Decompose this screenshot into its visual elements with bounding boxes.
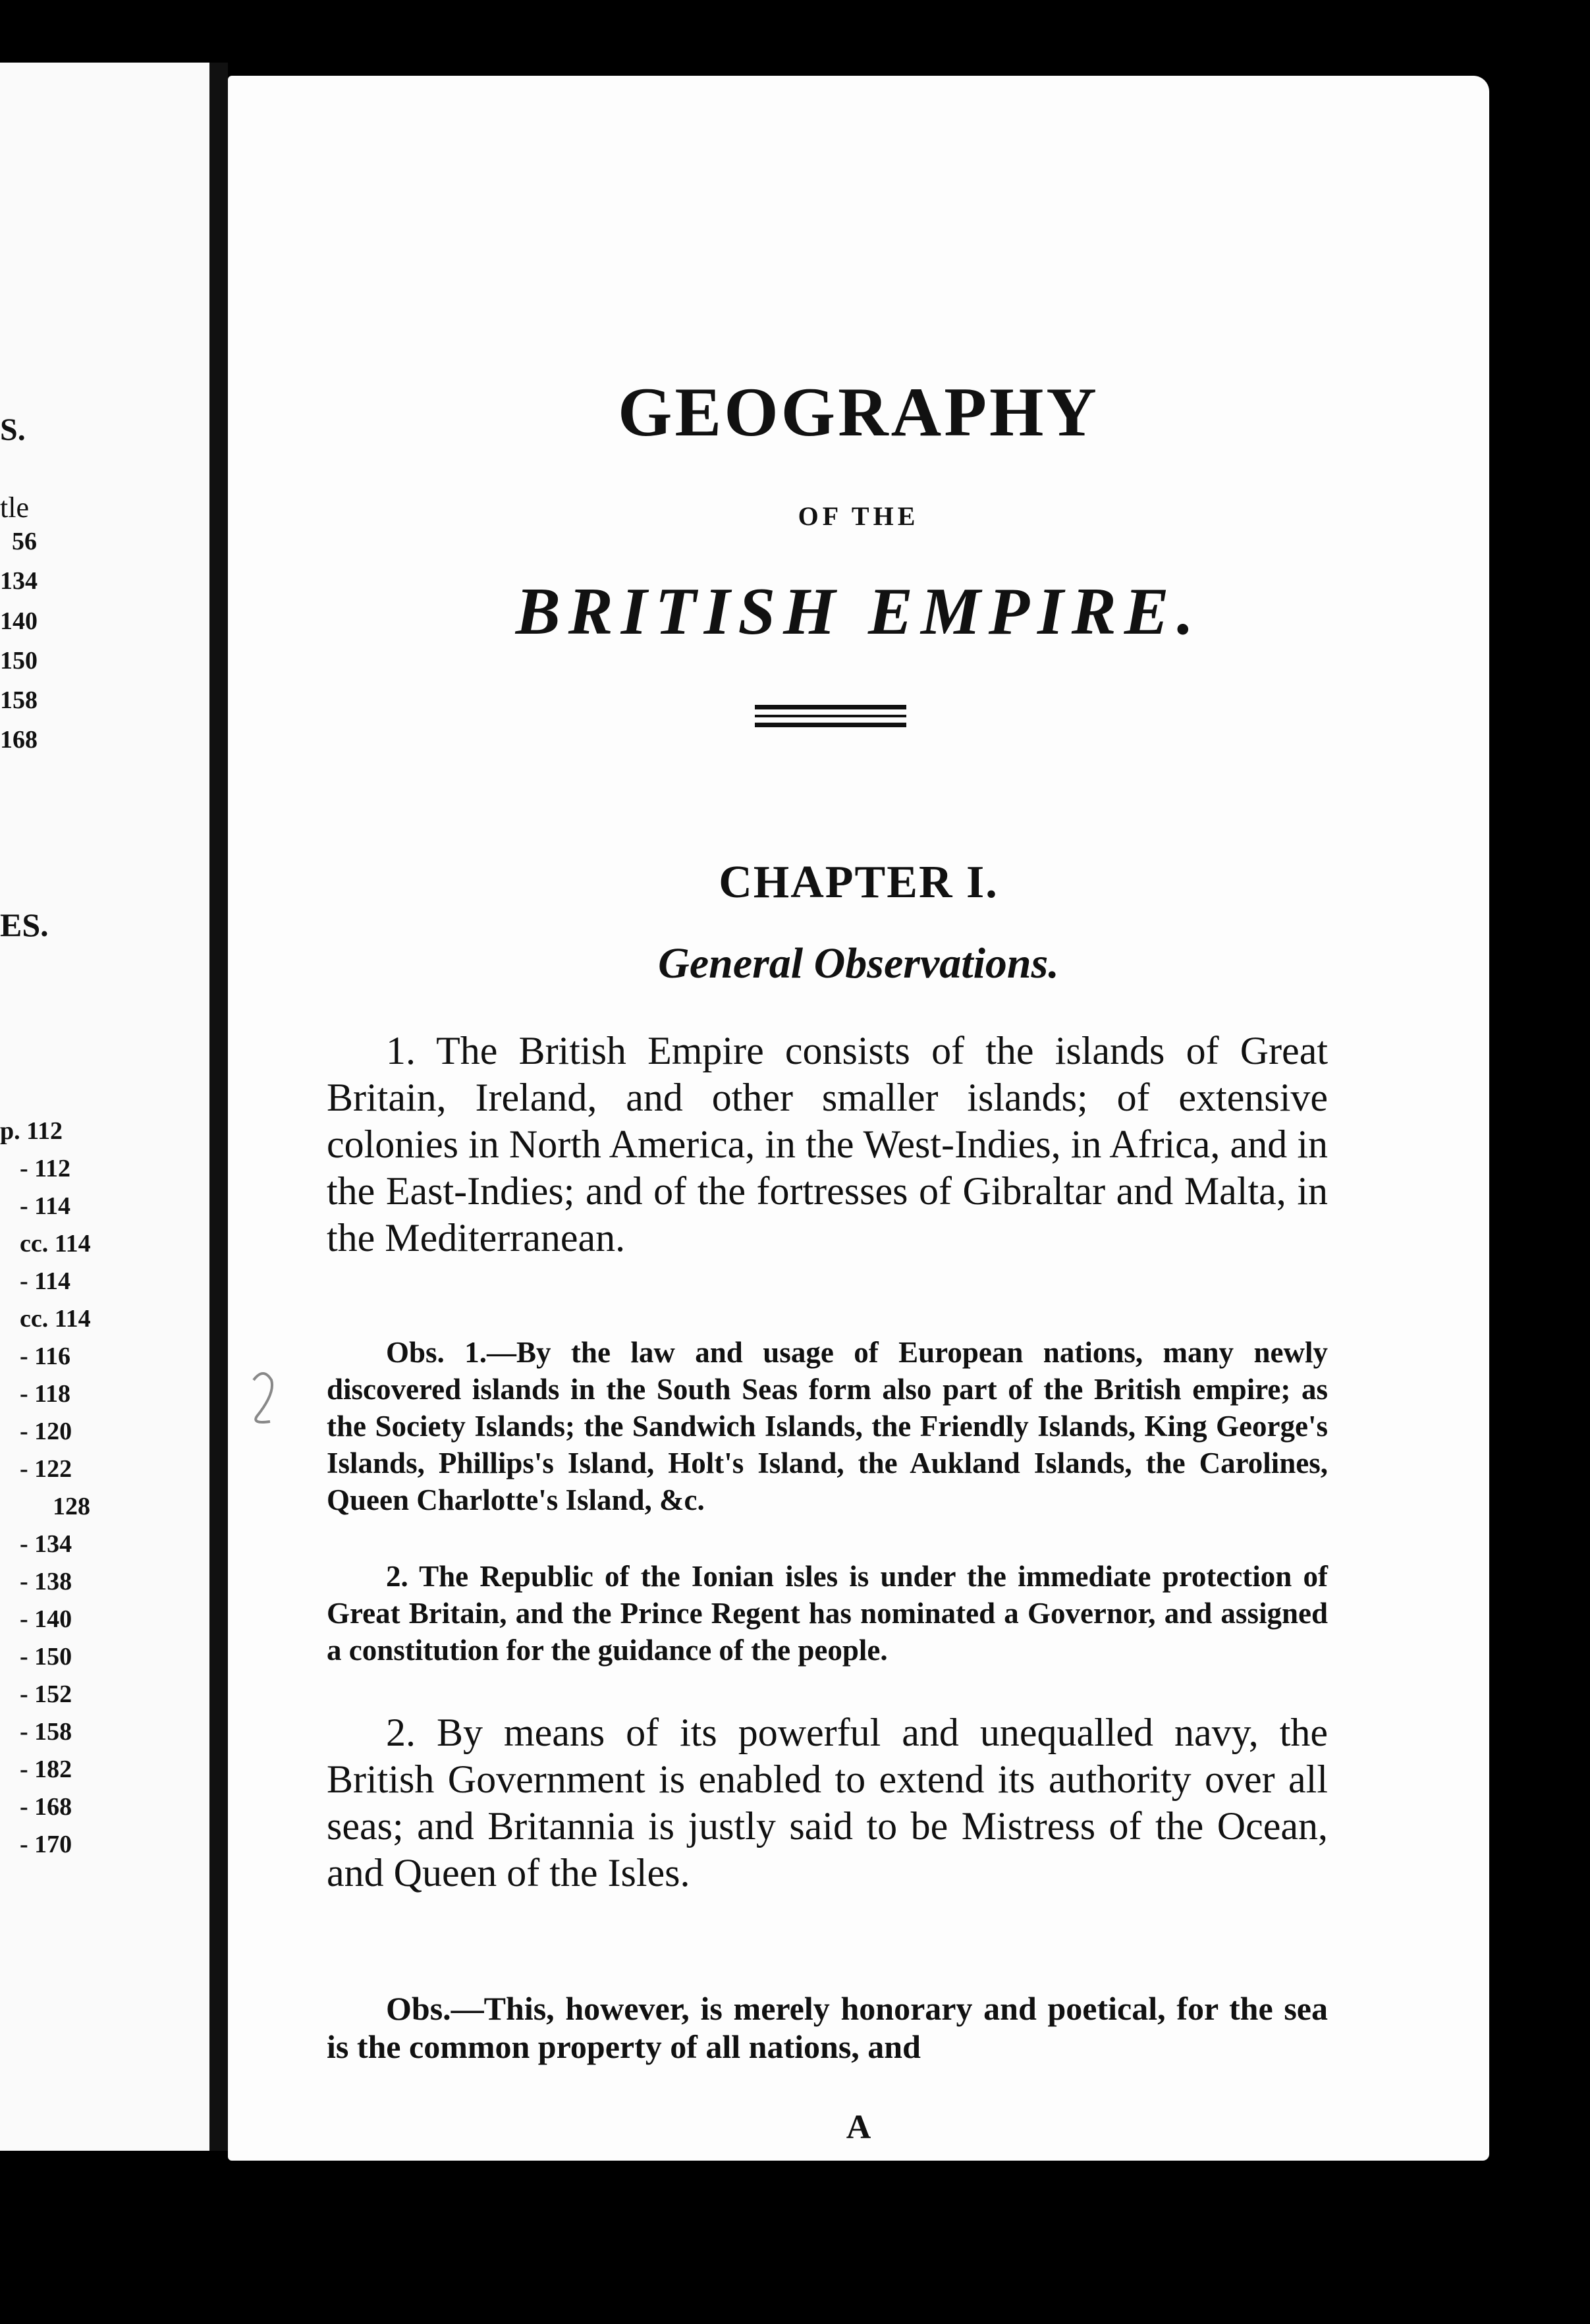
fragment-text: ES. xyxy=(0,906,49,943)
page-title: GEOGRAPHY xyxy=(618,374,1099,451)
index-entry: - 158 xyxy=(20,1718,72,1746)
index-entry: - 152 xyxy=(20,1680,72,1708)
observation-2: 2. The Republic of the Ionian isles is under the immediate protection of Great Britain, and the Prince Regent has nominated a Governor, and assigned a constitution for the guidance of the people. xyxy=(327,1560,1328,1667)
paragraph-2: 2. By means of its powerful and unequalled navy, the British Government is enabled to extend its authority over all seas; and Britannia is justly said to be Mistress of the Ocean, and Queen of the Isles. xyxy=(327,1711,1328,1895)
index-number: 56 xyxy=(12,528,37,555)
pencil-margin-mark-icon xyxy=(244,1364,283,1436)
observation-1: Obs. 1.—By the law and usage of European nations, many newly discovered islands in the South Seas form also part of the British empire; as the Society Islands; the Sandwich Islands, the Friendly Islands, King George's Islands, Phillips's Island, Holt's Island, the Aukland Islands, the Carolines, Queen Charlotte's Island, &c. xyxy=(327,1336,1328,1516)
index-entry: cc. 114 xyxy=(20,1305,91,1333)
title-connector: OF THE xyxy=(798,501,919,531)
fragment-text: tle xyxy=(0,491,29,524)
index-entry: - 118 xyxy=(20,1380,71,1408)
book-page xyxy=(228,76,1489,2161)
index-entry: - 134 xyxy=(20,1530,72,1558)
fragment-text: S. xyxy=(0,412,26,447)
index-entry: - 138 xyxy=(20,1568,72,1595)
index-entry: - 120 xyxy=(20,1418,72,1445)
index-number: 168 xyxy=(0,726,38,754)
index-entry: cc. 114 xyxy=(20,1230,91,1258)
index-entry: - 150 xyxy=(20,1643,72,1671)
index-number: 140 xyxy=(0,607,38,635)
observation-3: Obs.—This, however, is merely honorary and poetical, for the sea is the common property of all nations, and xyxy=(327,1990,1328,2065)
chapter-heading: CHAPTER I. xyxy=(719,857,999,908)
index-entry: - 122 xyxy=(20,1455,72,1483)
index-entry: - 114 xyxy=(20,1267,71,1295)
index-entry: - 140 xyxy=(20,1605,72,1633)
index-number: 158 xyxy=(0,686,38,714)
index-entry: - 170 xyxy=(20,1831,72,1858)
index-number: 134 xyxy=(0,567,38,595)
book-gutter xyxy=(209,63,228,2151)
signature-mark: A xyxy=(846,2109,871,2146)
paragraph-1: 1. The British Empire consists of the islands of Great Britain, Ireland, and other smaller islands; of extensive colonies in North America, in the West-Indies, in Africa, and in the East-Indies; and of the fortresses of Gibraltar and Malta, in the Mediterranean. xyxy=(327,1029,1328,1259)
section-heading: General Observations. xyxy=(658,939,1059,987)
index-entry: p. 112 xyxy=(0,1117,63,1145)
previous-page-fragment xyxy=(0,63,211,2151)
page-subtitle: BRITISH EMPIRE. xyxy=(515,574,1202,649)
index-entry: - 116 xyxy=(20,1342,71,1370)
ornamental-rule xyxy=(755,705,906,725)
index-entry: 128 xyxy=(53,1493,90,1520)
index-number: 150 xyxy=(0,647,38,675)
index-entry: - 112 xyxy=(20,1155,71,1182)
index-entry: - 182 xyxy=(20,1756,72,1783)
index-entry: - 168 xyxy=(20,1793,72,1821)
index-entry: - 114 xyxy=(20,1192,71,1220)
